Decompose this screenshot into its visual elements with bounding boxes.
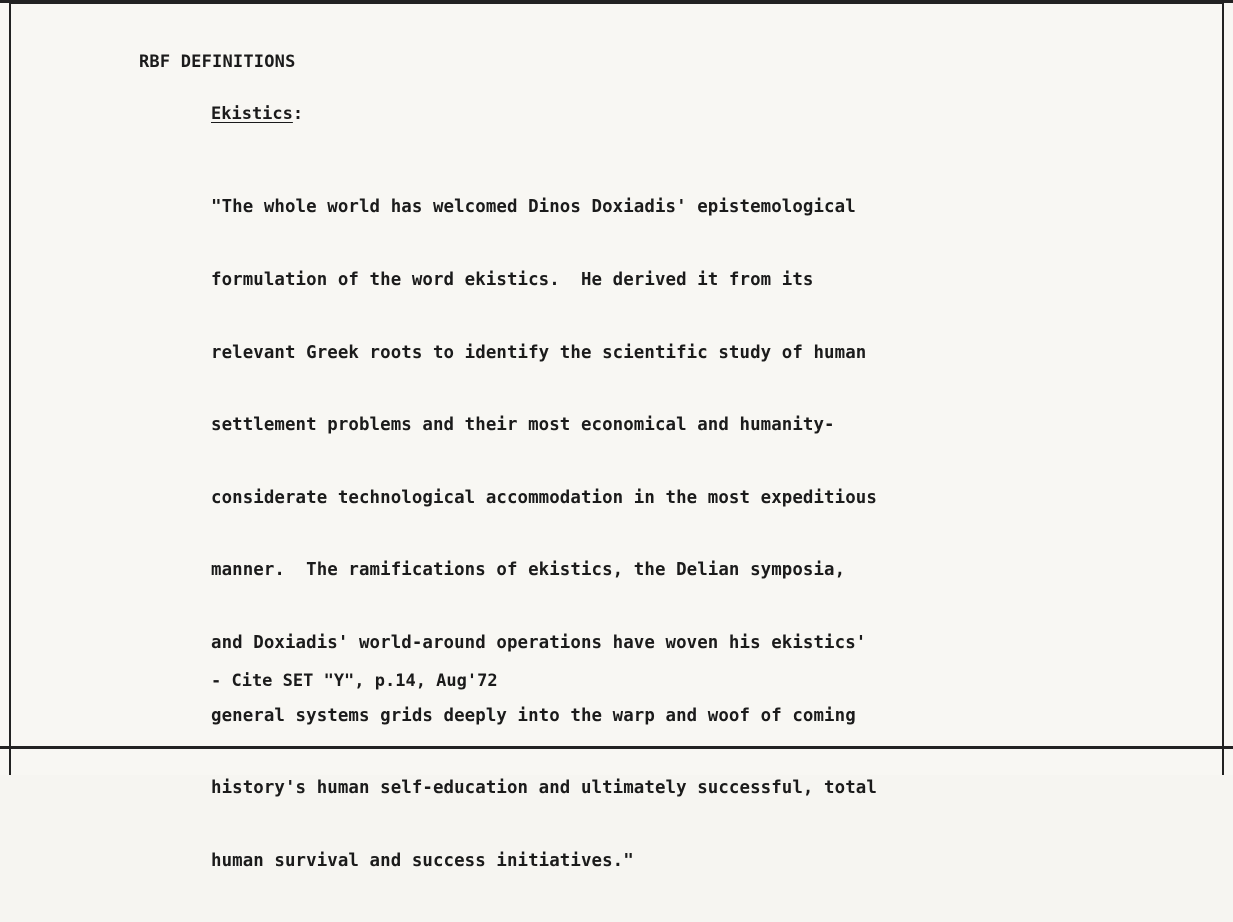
next-card-right-edge [1222,749,1224,775]
quote-line: relevant Greek roots to identify the scientific study of human [211,342,867,363]
quote-line: and Doxiadis' world-around operations have woven his ekistics' [211,633,867,654]
citation: - Cite SET "Y", p.14, Aug'72 [211,671,498,691]
quote-line: history's human self-education and ultimately successful, total [211,778,877,799]
quote-line: manner. The ramifications of ekistics, the Delian symposia, [211,560,846,581]
term-suffix: : [292,104,304,124]
quote-line: human survival and success initiatives." [211,850,634,871]
quote-line: "The whole world has welcomed Dinos Doxiadis' epistemological [211,197,856,218]
quote-line: settlement problems and their most economical and humanity- [211,415,835,436]
quote-line: considerate technological accommodation in the most expeditious [211,487,877,508]
term-label: Ekistics [211,104,293,124]
quote-line: general systems grids deeply into the warp and woof of coming [211,705,856,726]
next-card-left-edge [9,749,11,775]
term-heading [211,104,303,124]
definition-quote [211,147,1151,922]
quote-line: formulation of the word ekistics. He derived it from its [211,270,814,291]
card-bottom-divider [0,746,1233,749]
card-header: RBF DEFINITIONS [139,52,296,72]
